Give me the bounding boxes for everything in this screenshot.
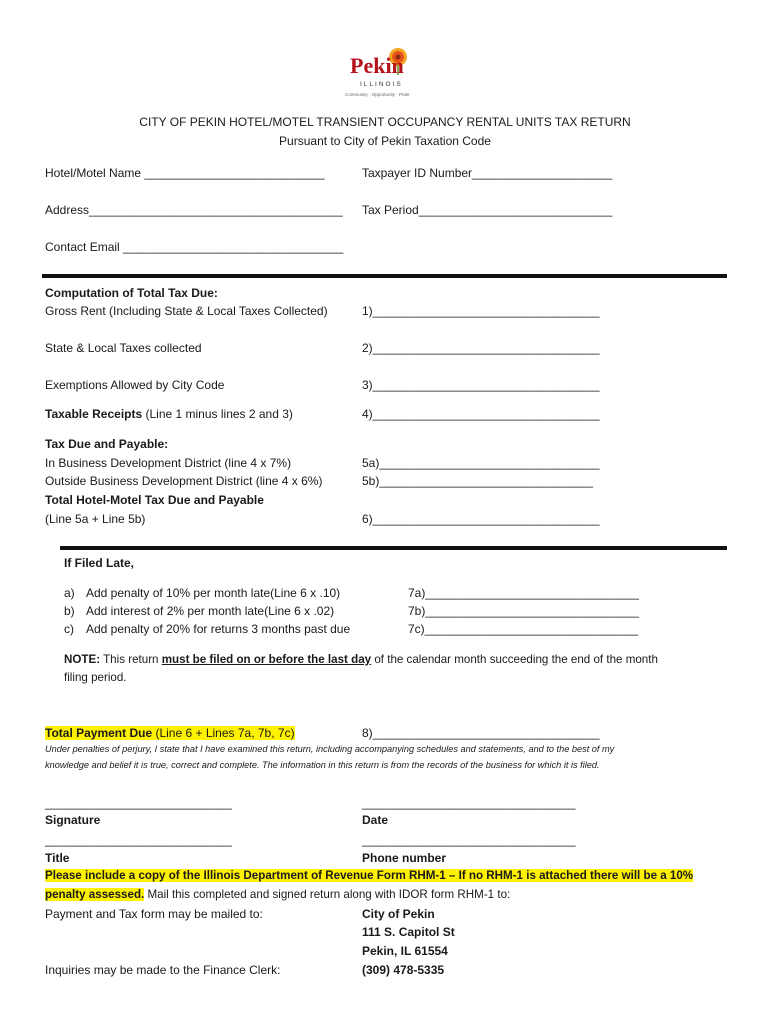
logo-tagline: Community · Opportunity · Pride <box>345 92 410 97</box>
perjury-line1: Under penalties of perjury, I state that I have examined this return, including accompanying schedules and statements, and to the best of my <box>45 744 615 754</box>
total-tax-sub: (Line 5a + Line 5b) <box>45 512 146 526</box>
taxable-receipts-bold: Taxable Receipts <box>45 407 143 421</box>
line4-field[interactable]: 4)__________________________________ <box>362 407 600 421</box>
mail-label: Payment and Tax form may be mailed to: <box>45 907 263 921</box>
in-bdd-label: In Business Development District (line 4 x 7%) <box>45 456 292 470</box>
total-payment-rest: (Line 6 + Lines 7a, 7b, 7c) <box>152 726 295 740</box>
signature-label: Signature <box>45 813 101 827</box>
total-payment-bold: Total Payment Due <box>45 726 153 740</box>
phone-label: Phone number <box>362 851 447 865</box>
section-divider <box>42 274 727 278</box>
out-bdd-label: Outside Business Development District (line 4 x 6%) <box>45 474 323 488</box>
title-label: Title <box>45 851 70 865</box>
note-label: NOTE: <box>64 653 101 666</box>
rhm-mail-instructions: Mail this completed and signed return along with IDOR form RHM-1 to: <box>144 888 511 901</box>
late-heading: If Filed Late, <box>64 556 135 570</box>
date-label: Date <box>362 813 389 827</box>
mail-address-line3: Pekin, IL 61554 <box>362 944 448 958</box>
rhm-notice-line1: Please include a copy of the Illinois Department of Revenue Form RHM-1 – If no RHM-1 is attached there will be a 10% <box>45 869 694 882</box>
rhm-penalty: penalty assessed. <box>45 888 145 901</box>
line2-field[interactable]: 2)__________________________________ <box>362 341 600 355</box>
state-local-label: State & Local Taxes collected <box>45 341 202 355</box>
perjury-line2: knowledge and belief it is true, correct and complete. The information in this return is from the records of the business for which it is filed. <box>45 760 600 770</box>
contact-email-field[interactable]: Contact Email _________________________________ <box>45 240 344 254</box>
finance-phone: (309) 478-5335 <box>362 963 445 977</box>
address-field[interactable]: Address______________________________________ <box>45 203 343 217</box>
form-subtitle: Pursuant to City of Pekin Taxation Code <box>279 134 491 148</box>
logo-state: ILLINOIS <box>360 81 403 88</box>
exemptions-label: Exemptions Allowed by City Code <box>45 378 225 392</box>
phone-field[interactable]: ________________________________ <box>362 833 576 847</box>
note-line1 <box>64 653 658 666</box>
logo-city-name: Pekin <box>350 53 404 78</box>
note-line2: filing period. <box>64 671 127 684</box>
line7a-field[interactable]: 7a)________________________________ <box>408 586 639 600</box>
line6-field[interactable]: 6)__________________________________ <box>362 512 600 526</box>
gross-rent-label: Gross Rent (Including State & Local Taxes Collected) <box>45 304 328 318</box>
signature-field[interactable]: ____________________________ <box>45 796 232 810</box>
line1-field[interactable]: 1)__________________________________ <box>362 304 600 318</box>
late-a-marker: a) <box>64 586 75 600</box>
note-post: of the calendar month succeeding the end of the month <box>371 653 658 666</box>
late-a-text: Add penalty of 10% per month late(Line 6 x .10) <box>86 586 341 600</box>
total-payment-label <box>45 726 295 740</box>
city-logo <box>340 45 430 103</box>
late-divider <box>60 546 727 550</box>
taxable-receipts-rest: (Line 1 minus lines 2 and 3) <box>142 407 293 421</box>
note-pre: This return <box>100 653 162 666</box>
late-b-marker: b) <box>64 604 75 618</box>
computation-heading: Computation of Total Tax Due: <box>45 286 218 300</box>
line5a-field[interactable]: 5a)_________________________________ <box>362 456 600 470</box>
line7b-field[interactable]: 7b)________________________________ <box>408 604 639 618</box>
line3-field[interactable]: 3)__________________________________ <box>362 378 600 392</box>
tax-period-field[interactable]: Tax Period_____________________________ <box>362 203 613 217</box>
late-b-text: Add interest of 2% per month late(Line 6 x .02) <box>86 604 335 618</box>
line8-field[interactable]: 8)__________________________________ <box>362 726 600 740</box>
line7c-field[interactable]: 7c)________________________________ <box>408 622 639 636</box>
form-title: CITY OF PEKIN HOTEL/MOTEL TRANSIENT OCCUPANCY RENTAL UNITS TAX RETURN <box>139 115 631 129</box>
date-field[interactable]: ________________________________ <box>362 796 576 810</box>
rhm-notice-line2 <box>45 888 510 901</box>
taxable-receipts-label <box>45 407 293 421</box>
late-c-marker: c) <box>64 622 74 636</box>
title-field[interactable]: ____________________________ <box>45 833 232 847</box>
late-c-text: Add penalty of 20% for returns 3 months past due <box>86 622 351 636</box>
total-tax-heading: Total Hotel-Motel Tax Due and Payable <box>45 493 264 507</box>
hotel-name-field[interactable]: Hotel/Motel Name ___________________________ <box>45 166 325 180</box>
tax-due-heading: Tax Due and Payable: <box>45 437 169 451</box>
mail-address-line2: 111 S. Capitol St <box>362 925 455 939</box>
taxpayer-id-field[interactable]: Taxpayer ID Number_____________________ <box>362 166 613 180</box>
inquiry-label: Inquiries may be made to the Finance Clerk: <box>45 963 281 977</box>
line5b-field[interactable]: 5b)________________________________ <box>362 474 593 488</box>
mail-address-line1: City of Pekin <box>362 907 435 921</box>
note-deadline: must be filed on or before the last day <box>161 653 372 666</box>
